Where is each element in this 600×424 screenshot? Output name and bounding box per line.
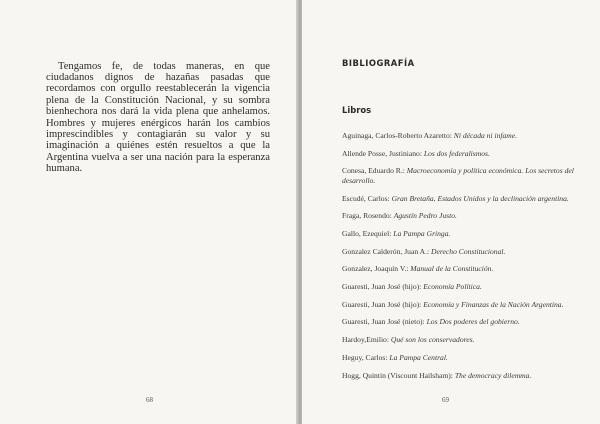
entry-title: La Pampa Gringa. [393,229,451,239]
entry-title: La Pampa Central. [389,352,448,362]
entry-title: Qué son los conservadores. [390,335,475,345]
bibliography-entry [342,229,582,239]
entry-author: Aguinaga, Carlos-Roberto Azaretto: [342,131,454,140]
left-page [0,0,298,424]
bibliography-entry [342,131,582,141]
entry-title: Derecho Constitucional. [431,246,506,256]
bibliography-list [342,131,582,388]
entry-author: Allende Posse, Justiniano: [342,148,424,158]
entry-author: Hogg, Quintin (Viscount Hailsham): [342,370,455,380]
entry-author: Conesa, Eduardo R.: [342,166,407,176]
bibliography-entry [342,353,582,363]
entry-author: Guaresti, Juan José (nieto): [342,317,427,327]
entry-author: Gonzalez Calderón, Juan A.: [342,246,431,256]
bibliography-entry [342,194,582,204]
entry-author: Gallo, Ezequiel: [342,229,394,239]
body-paragraph: Tengamos fe, de todas maneras, en que ciudadanos dignos de hazañas pasadas que recordamos con orgullo reestablecerán la vigencia plena de la Constitución Nacional, y su sombra bienhechora nos dará la vida plena que anhelamos. Hombres y mujeres enérgicos harán los cambios imprescindibles y contagiarán su valor y su imaginación a quiénes estén resueltos a que la Argentina vuelva a ser una nación para la esperanza humana. [46,60,270,175]
bibliography-entry [342,335,582,345]
entry-title: Los Dos poderes del gobierno. [426,317,520,327]
entry-author: Hardoy,Emilio: [342,335,391,345]
section-heading: BIBLIOGRAFÍA [342,58,415,68]
bibliography-entry [342,300,582,310]
page-number-left: 68 [146,396,153,404]
entry-title: Los dos federalismos. [423,148,490,158]
bibliography-entry [342,264,582,274]
entry-author: Guaresti, Juan José (hijo): [342,299,424,309]
bibliography-entry [342,166,582,185]
page-number-right: 69 [442,396,449,404]
section-subheading: Libros [342,105,372,115]
bibliography-entry [342,282,582,292]
entry-title: Economía y Finanzas de la Nación Argentina. [423,299,564,309]
entry-author: Heguy, Carlos: [342,352,390,362]
entry-title: Ni década ni infame. [453,131,518,140]
entry-title: Gran Bretaña, Estados Unidos y la declinación argentina. [391,193,569,203]
bibliography-entry [342,247,582,257]
entry-title: The democracy dilemma. [454,370,532,380]
right-page [302,0,600,424]
bibliography-entry [342,149,582,159]
entry-author: Fraga, Rosendo: [342,211,394,221]
entry-author: Escudé, Carlos: [342,193,392,203]
entry-title: Economía Política. [423,282,482,292]
entry-author: Gonzalez, Joaquín V.: [342,264,411,274]
bibliography-entry [342,371,582,381]
entry-title: Agustín Pedro Justo. [393,211,457,221]
bibliography-entry [342,317,582,327]
entry-title: Manual de la Constitución. [410,264,494,274]
bibliography-entry [342,211,582,221]
entry-author: Guaresti, Juan José (hijo): [342,282,424,292]
entry-title: Macroeconomía y política económica. Los secretos del desarrollo. [342,166,574,185]
